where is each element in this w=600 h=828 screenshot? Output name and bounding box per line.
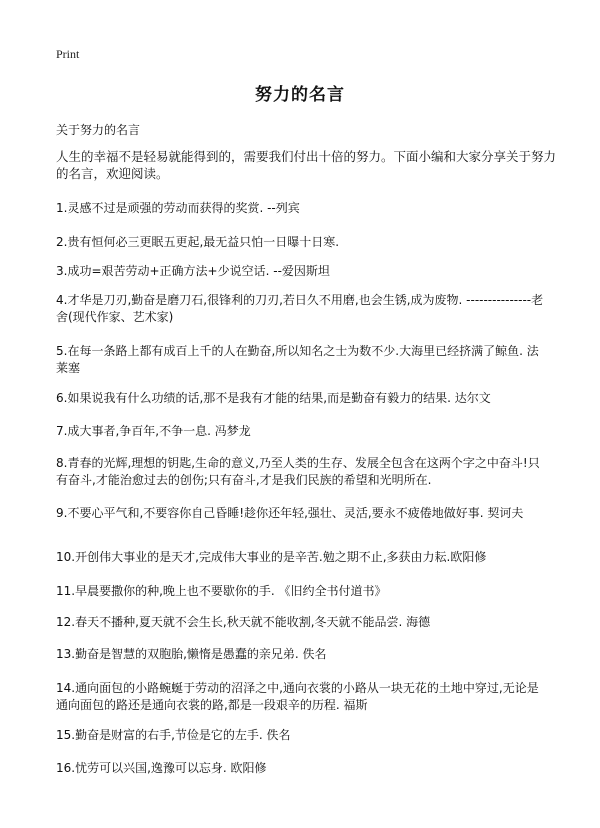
quote-item: 4.才华是刀刃,勤奋是磨刀石,很锋利的刀刃,若日久不用磨,也会生锈,成为废物. ---------------老舍(现代作家、艺术家) [56, 293, 544, 324]
quote-item: 3.成功=艰苦劳动+正确方法+少说空话. --爱因斯坦 [56, 264, 330, 278]
quote-item: 8.青春的光辉,理想的钥匙,生命的意义,乃至人类的生存、发展全包含在这两个字之中奋斗!只有奋斗,才能治愈过去的创伤;只有奋斗,才是我们民族的希望和光明所在. [56, 456, 540, 487]
quote-item: 7.成大事者,争百年,不争一息. 冯梦龙 [56, 424, 251, 438]
intro-paragraph: 人生的幸福不是轻易就能得到的，需要我们付出十倍的努力。下面小编和大家分享关于努力的名言，欢迎阅读。 [56, 149, 557, 181]
quote-item: 9.不要心平气和,不要容你自己昏睡!趁你还年轻,强壮、灵活,要永不疲倦地做好事. 契诃夫 [56, 506, 524, 520]
quote-item: 2.贵有恒何必三更眠五更起,最无益只怕一日曝十日寒. [56, 235, 340, 249]
page-title: 努力的名言 [255, 85, 345, 105]
quote-item: 14.通向面包的小路蜿蜒于劳动的沼泽之中,通向衣裳的小路从一块无花的土地中穿过,无论是通向面包的路还是通向衣裳的路,都是一段艰辛的历程. 福斯 [56, 681, 539, 712]
quote-item: 12.春天不播种,夏天就不会生长,秋天就不能收割,冬天就不能品尝. 海德 [56, 615, 431, 629]
print-link[interactable]: Print [56, 47, 80, 61]
quote-item: 5.在每一条路上都有成百上千的人在勤奋,所以知名之士为数不少.大海里已经挤满了鲸鱼. 法莱塞 [56, 344, 539, 375]
quote-item: 16.忧劳可以兴国,逸豫可以忘身. 欧阳修 [56, 761, 267, 775]
quote-item: 15.勤奋是财富的右手,节俭是它的左手. 佚名 [56, 728, 291, 742]
quote-item: 6.如果说我有什么功绩的话,那不是我有才能的结果,而是勤奋有毅力的结果. 达尔文 [56, 391, 491, 405]
quote-item: 11.早晨要撒你的种,晚上也不要歇你的手. 《旧约全书付道书》 [56, 584, 387, 598]
quote-item: 1.灵感不过是顽强的劳动而获得的奖赏. --列宾 [56, 201, 300, 215]
article-subtitle: 关于努力的名言 [56, 123, 141, 137]
quote-item: 10.开创伟大事业的是天才,完成伟大事业的是辛苦.勉之期不止,多获由力耘.欧阳修 [56, 550, 487, 564]
quote-item: 13.勤奋是智慧的双胞胎,懒惰是愚蠢的亲兄弟. 佚名 [56, 647, 327, 661]
